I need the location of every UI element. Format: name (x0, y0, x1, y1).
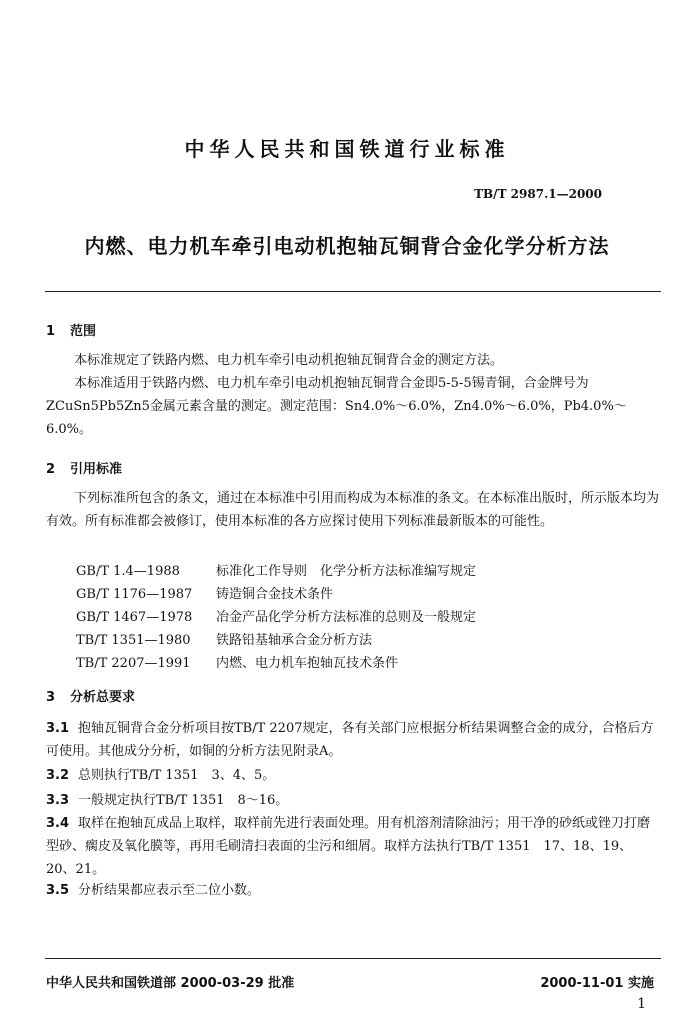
clause-3-1 (46, 717, 660, 763)
clause-text: 一般规定执行TB/T 1351 8～16。 (78, 793, 289, 808)
reference-title: 冶金产品化学分析方法标准的总则及一般规定 (216, 610, 477, 625)
page-number: 1 (637, 996, 646, 1012)
reference-item (76, 583, 333, 602)
reference-item (76, 629, 372, 648)
org-title: 中华人民共和国铁道行业标准 (184, 137, 510, 161)
approval-date: 中华人民共和国铁道部 2000-03-29 批准 (46, 976, 295, 991)
reference-title: 铁路铅基轴承合金分析方法 (216, 633, 373, 648)
section-3-heading (46, 686, 135, 705)
clause-number: 3.3 (46, 793, 70, 808)
clause-3-3 (46, 789, 660, 812)
reference-code: GB/T 1176—1987 (76, 587, 193, 602)
section-1-para-2: 本标准适用于铁路内燃、电力机车牵引电动机抱轴瓦铜背合金即5-5-5锡青铜，合金牌号为ZCuSn5Pb5Zn5金属元素含量的测定。测定范围：Sn4.0%～6.0%，Zn4.0%～6.0%，Pb4.0%～6.0%。 (46, 376, 627, 437)
reference-title: 内燃、电力机车抱轴瓦技术条件 (216, 656, 399, 671)
section-title: 引用标准 (70, 462, 123, 477)
reference-item (76, 652, 398, 671)
reference-code: TB/T 1351—1980 (76, 633, 191, 648)
clause-text: 总则执行TB/T 1351 3、4、5。 (78, 768, 276, 783)
clause-3-5 (46, 879, 660, 902)
header-rule (45, 291, 661, 292)
footer-rule (45, 958, 661, 959)
section-2-para: 下列标准所包含的条文，通过在本标准中引用而构成为本标准的条文。在本标准出版时，所示版本均为有效。所有标准都会被修订，使用本标准的各方应探讨使用下列标准最新版本的可能性。 (46, 491, 660, 529)
clause-number: 3.4 (46, 816, 70, 831)
section-title: 分析总要求 (70, 690, 136, 705)
section-title: 范围 (70, 324, 97, 339)
clause-3-2 (46, 764, 660, 787)
section-2-heading (46, 458, 122, 477)
clause-number: 3.2 (46, 768, 70, 783)
section-number: 2 (46, 462, 56, 477)
section-number: 1 (46, 324, 56, 339)
clause-3-4 (46, 812, 660, 881)
clause-number: 3.1 (46, 721, 70, 736)
document-title: 内燃、电力机车牵引电动机抱轴瓦铜背合金化学分析方法 (84, 234, 610, 258)
reference-code: GB/T 1.4—1988 (76, 564, 180, 579)
reference-title: 标准化工作导则 化学分析方法标准编写规定 (216, 564, 477, 579)
clause-text: 抱轴瓦铜背合金分析项目按TB/T 2207规定，各有关部门应根据分析结果调整合金的成分，合格后方可使用。其他成分分析，如铜的分析方法见附录A。 (46, 721, 654, 759)
reference-item (76, 606, 476, 625)
clause-text: 分析结果都应表示至二位小数。 (78, 883, 261, 898)
clause-text: 取样在抱轴瓦成品上取样，取样前先进行表面处理。用有机溶剂清除油污；用干净的砂纸或锉刀打磨型砂、瘸皮及氧化膜等，再用毛刷清扫表面的尘污和细屑。取样方法执行TB/T 1351 17、18、19、20、21。 (46, 816, 651, 877)
reference-code: GB/T 1467—1978 (76, 610, 193, 625)
section-number: 3 (46, 690, 56, 705)
standard-number: TB/T 2987.1—2000 (474, 187, 602, 201)
reference-title: 铸造铜合金技术条件 (216, 587, 334, 602)
implementation-date: 2000-11-01 实施 (540, 976, 654, 991)
section-1-heading (46, 320, 96, 339)
reference-item (76, 560, 476, 579)
clause-number: 3.5 (46, 883, 70, 898)
section-1-para-1: 本标准规定了铁路内燃、电力机车牵引电动机抱轴瓦铜背合金的测定方法。 (74, 353, 504, 368)
reference-code: TB/T 2207—1991 (76, 656, 191, 671)
